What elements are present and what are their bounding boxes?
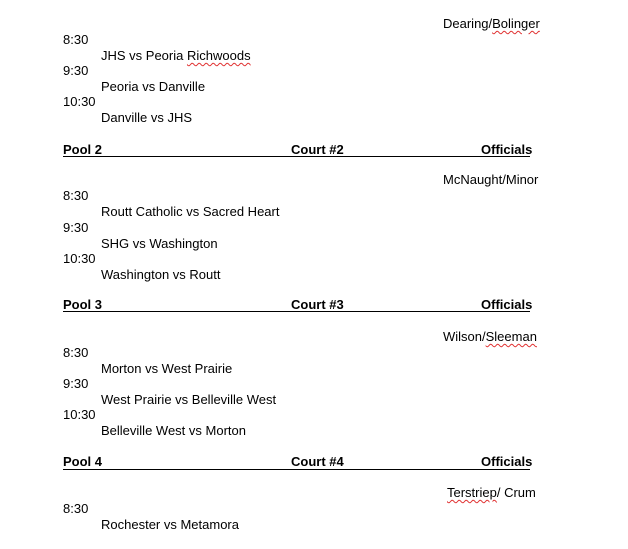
game-time: 10:30 [63,94,96,109]
pool4-court: Court #4 [291,454,344,469]
pool4-officials-header: Officials [481,454,533,469]
game-time: 8:30 [63,501,89,516]
pool2-officials-header: Officials [481,142,533,157]
game-matchup: Washington vs Routt [101,267,221,282]
game-matchup: Morton vs West Prairie [101,361,233,376]
game-time: 8:30 [63,32,89,47]
game-time: 9:30 [63,63,89,78]
game-matchup: Routt Catholic vs Sacred Heart [101,204,280,219]
game-time: 10:30 [63,251,96,266]
game-matchup: Peoria vs Danville [101,79,206,94]
pool4-game-1 [63,485,239,549]
pool3-court: Court #3 [291,297,344,312]
pool2-label: Pool 2 [63,142,103,157]
pool4-header-rule [63,469,530,470]
game-time: 10:30 [63,407,96,422]
game-matchup: Rochester vs Metamora [101,517,239,532]
game-matchup: JHS vs Peoria Richwoods [101,48,251,63]
pool3-officials: Wilson/Sleeman [443,329,537,344]
pool2-header-rule [63,156,530,157]
pool1-officials: Dearing/Bolinger [443,16,540,31]
pool4-label: Pool 4 [63,454,103,469]
game-matchup: West Prairie vs Belleville West [101,392,277,407]
game-matchup: Belleville West vs Morton [101,423,246,438]
pool2-court: Court #2 [291,142,344,157]
game-time: 9:30 [63,220,89,235]
pool4-officials: Terstriep/ Crum [447,485,536,500]
game-time: 9:30 [63,376,89,391]
game-time: 8:30 [63,345,89,360]
pool2-officials: McNaught/Minor [443,172,539,187]
game-time: 8:30 [63,188,89,203]
pool3-label: Pool 3 [63,297,103,312]
game-matchup: SHG vs Washington [101,236,218,251]
game-matchup: Danville vs JHS [101,110,193,125]
pool3-header-rule [63,311,530,312]
pool3-officials-header: Officials [481,297,533,312]
